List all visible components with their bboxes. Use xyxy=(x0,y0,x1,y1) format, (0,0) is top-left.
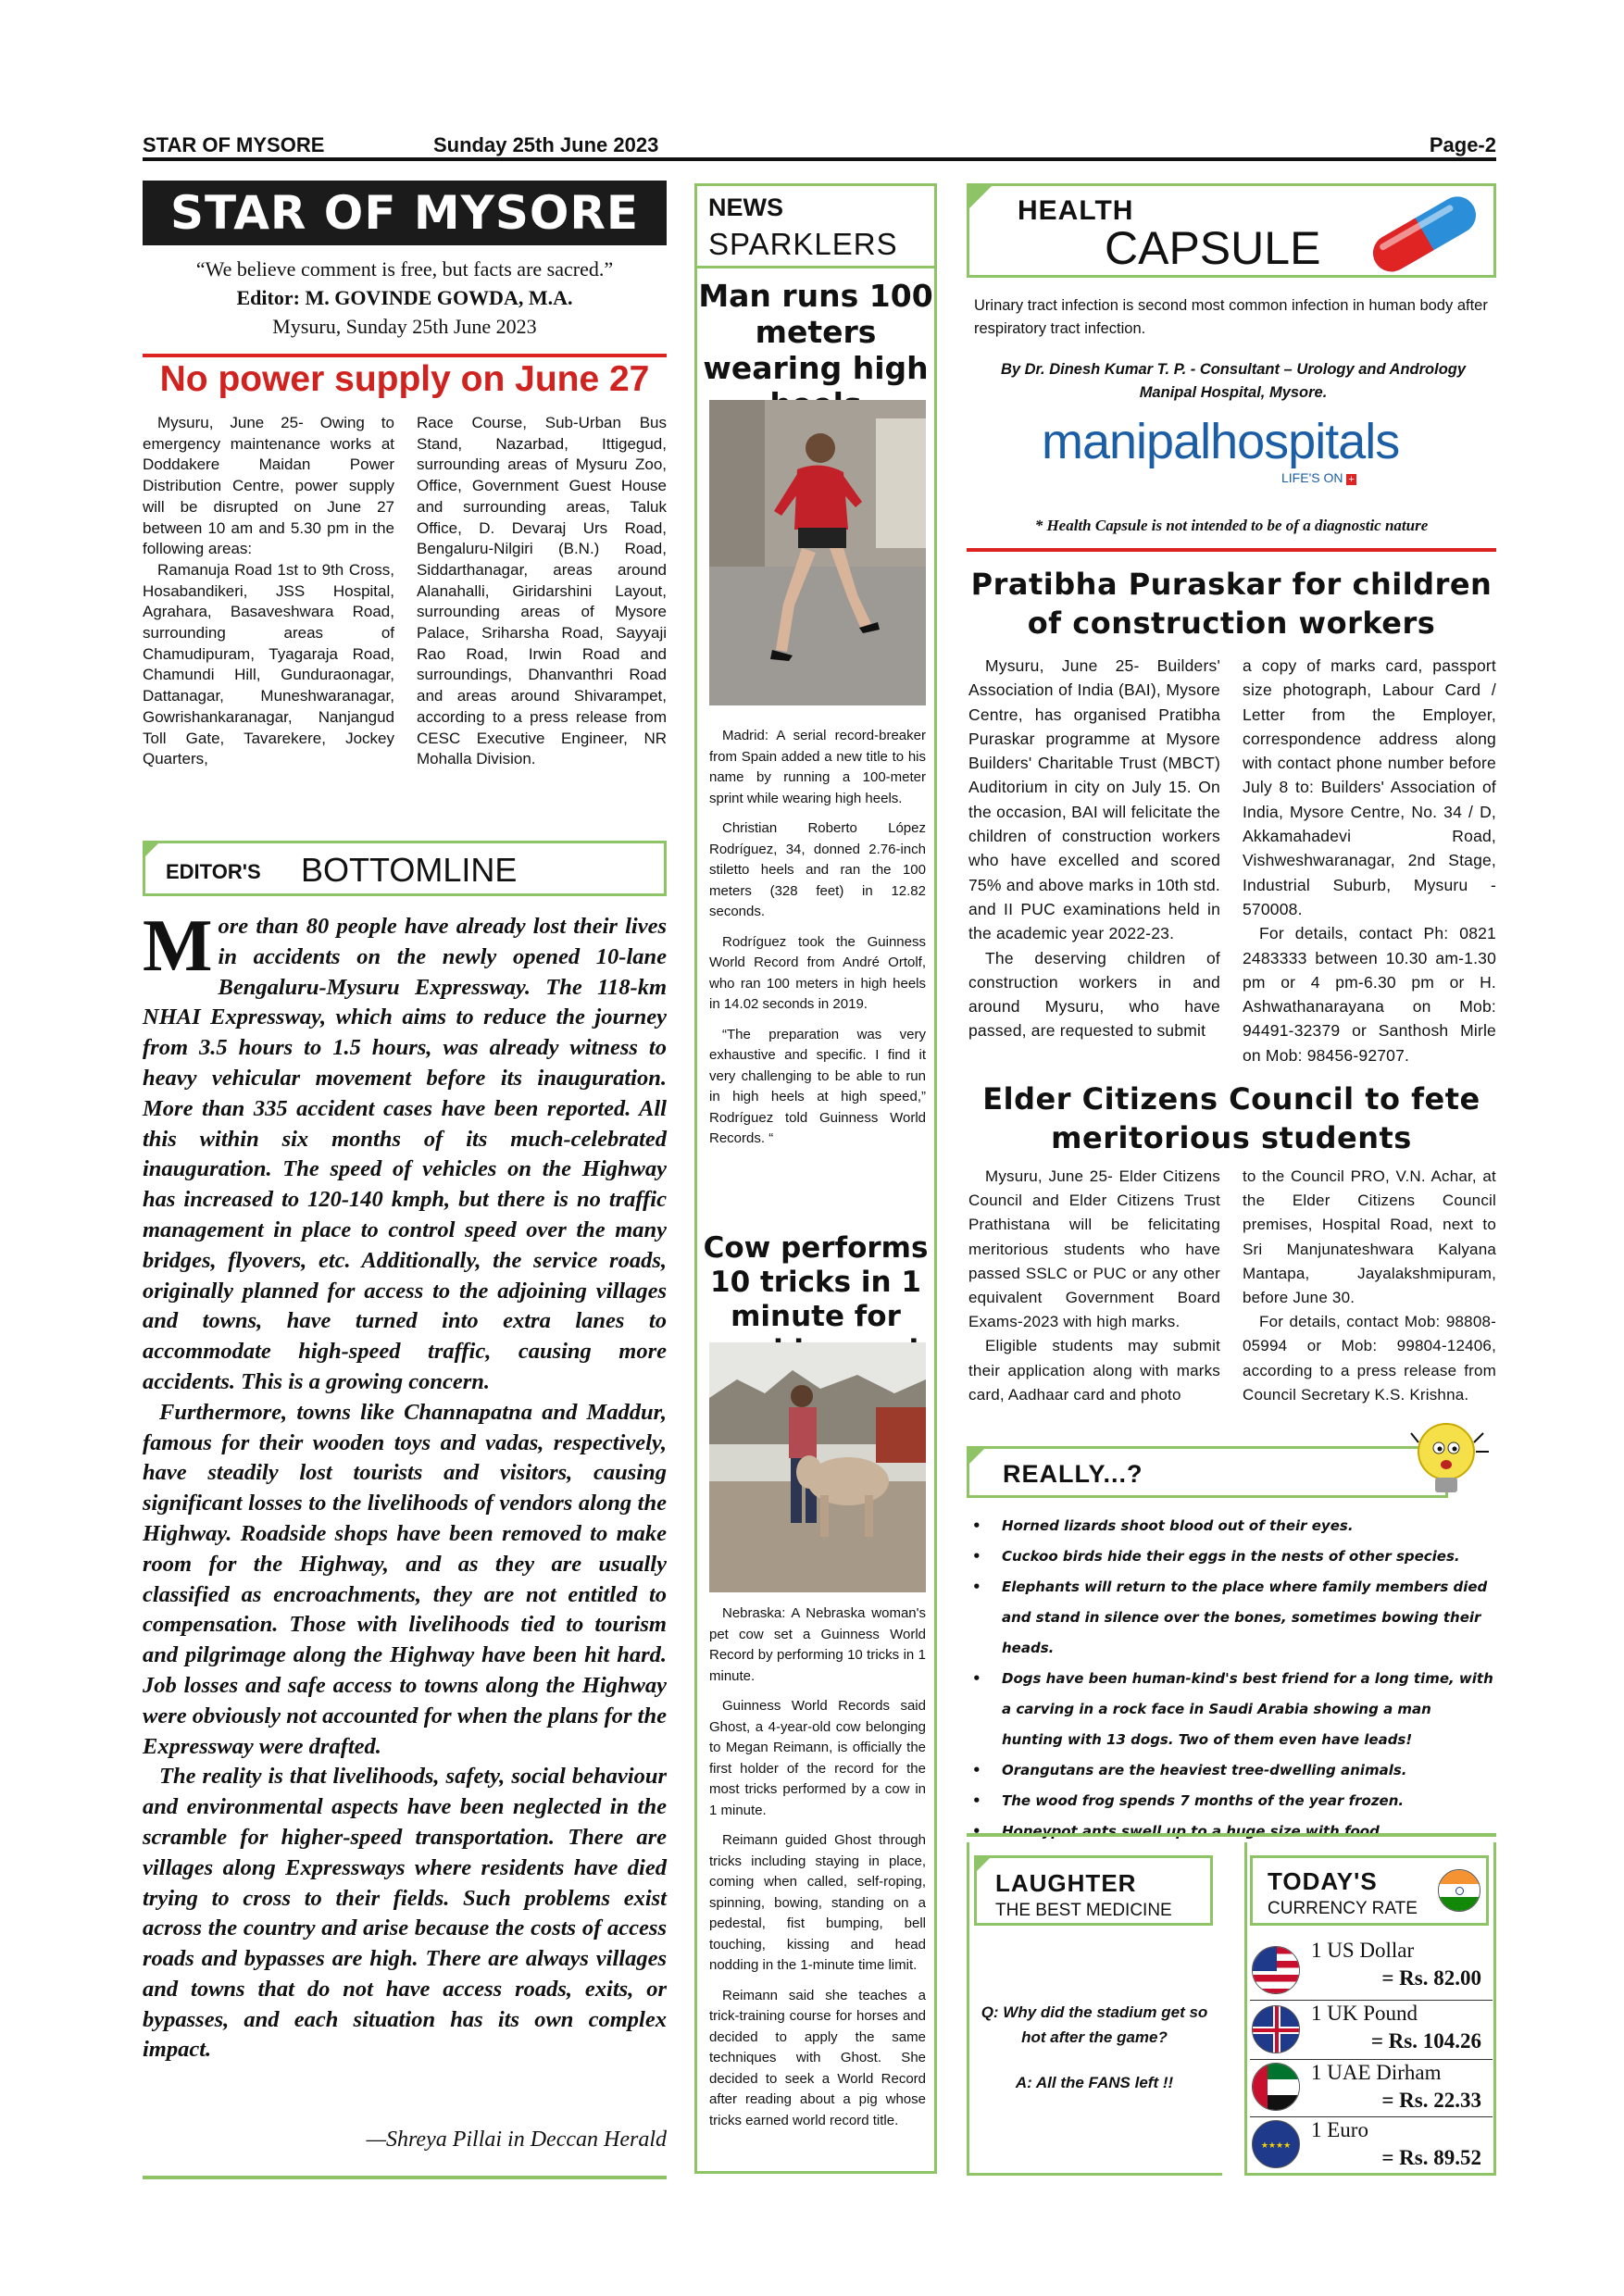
sparklers-tag-bold: NEWS xyxy=(708,193,783,221)
power-col2: Race Course, Sub-Urban Bus Stand, Nazarbad, Ittigegud, surrounding areas of Mysuru Zoo, Office, Government Guest House and surrounding areas, Taluk Office, D. Devaraj Urs Road, Bengaluru-Nilgiri (B.N.) Road, Siddarthanagar, areas around Alanahalli, Giridarshini Layout, surrounding areas of Mysore Palace, Sriharsha Road, Sayyaji Rao Road, Irwin Road and surroundings, Dhanvanthri Road and areas around Shivarampet, according to a press release from CESC Executive Engineer, NR Mohalla Division. xyxy=(417,414,667,768)
manipal-logo-text: manipalhospitals xyxy=(1042,414,1400,469)
story1-p3: Rodríguez took the Guinness World Record from André Ortolf, who ran 100 meters in high heels in 14.02 seconds in 2019. xyxy=(709,933,926,1012)
pratibha-p4: For details, contact Ph: 0821 2483333 between 10.30 am-1.30 pm or 4 pm-6.30 pm or H. Ashwathanarayana on Mob: 94491-32379 or Santhosh Mirle on Mob: 98456-92707. xyxy=(1243,924,1496,1065)
story2-body xyxy=(709,1603,926,2140)
uk-flag-icon xyxy=(1252,2005,1300,2053)
editorial-p1: ore than 80 people have already lost their lives in accidents on the newly opened 10-lane Bengaluru-Mysuru Expressway. The 118-km NHAI Expressway, which aims to reduce the journey from 3.5 hours to 1.5 hours, was already witness to heavy vehicular movement before its inauguration. More than 335 accident cases have been reported. All this within six months of its much-celebrated inauguration. The speed of vehicles on the Highway has increased to 120-140 kmph, but there is no traffic management in place to control speed over the many bridges, flyovers, etc. Additionally, the service roads, originally planned for access to the adjoining villages and towns, have turned into extra lanes to accommodate high-speed traffic, causing more accidents. This is a growing concern. xyxy=(143,914,667,1394)
elder-p1: Mysuru, June 25- Elder Citizens Council and Elder Citizens Trust Prathistana will be felicitating meritorious students who have passed SSLC or PUC or any other equivalent Government Board Exams-2023 with high marks. xyxy=(968,1167,1220,1331)
divider xyxy=(1250,2059,1493,2060)
health-text: Urinary tract infection is second most common infection in human body after respiratory tract infection. xyxy=(974,297,1488,337)
header-date: Sunday 25th June 2023 xyxy=(433,133,659,156)
currency-tag-box xyxy=(1250,1855,1489,1926)
sparklers-tag: SPARKLERS xyxy=(708,227,898,261)
rate-row-aed xyxy=(1250,2061,1493,2122)
pratibha-col2 xyxy=(1243,654,1496,1067)
currency-rates xyxy=(1250,1939,1493,2179)
pratibha-p2: The deserving children of construction workers in and around Mysuru, who have passed, are requested to submit xyxy=(968,948,1220,1041)
joke-answer: A: All the FANS left !! xyxy=(1015,2074,1174,2091)
masthead-info xyxy=(143,255,667,341)
rate-value: = Rs. 104.26 xyxy=(1370,2029,1481,2053)
power-p2: Ramanuja Road 1st to 9th Cross, Hosabandikeri, JSS Hospital, Agrahara, Basaveshwara Road, surrounding areas of Chamudipuram, Tyagaraja Road, Chamundi Hill, Gunduraonagar, Dattanagar, Muneshwaranagar, Gowrishankaranagar, Nanjangud Toll Gate, Tavarekere, Jockey Quarters, xyxy=(143,560,394,768)
runner-photo xyxy=(709,400,926,705)
plus-icon: + xyxy=(1348,474,1355,485)
story1-headline: Man runs 100 meters wearing high xyxy=(698,278,933,386)
elder-col2 xyxy=(1243,1165,1496,1407)
divider xyxy=(967,548,1496,552)
editorial-p3: The reality is that livelihoods, safety, social behaviour and environmental aspects have been neglected in the scramble for higher-speed transportation. There are villages along Expressways where residents have died trying to cross to their fields. Such problems exist across the country and arise because the costs of access roads and bypasses are high. There are always villages and towns that do not have access roads, exits, or bypasses, and each situation has its own complex impact. xyxy=(143,1764,667,2063)
story1-p2: Christian Roberto López Rodríguez, 34, donned 2.76-inch stiletto heels and ran the 100 meters (328 feet) in 12.82 seconds. xyxy=(709,820,926,919)
rate-name: 1 US Dollar xyxy=(1311,1939,1415,1962)
laughter-sub: THE BEST MEDICINE xyxy=(995,1901,1172,1920)
elder-col1 xyxy=(968,1165,1220,1407)
list-item: • Honeypot ants swell up to a huge size with food. xyxy=(967,1816,1496,1847)
elder-headline: Elder Citizens Council to fete meritorious students xyxy=(982,1081,1480,1155)
editorial-body xyxy=(143,905,667,2065)
story1-p1: Madrid: A serial record-breaker from Spain added a new title to his name by running a 100-meter sprint while wearing high heels. xyxy=(709,728,926,806)
story2-p4: Reimann said she teaches a trick-training course for horses and decided to apply the same techniques with Ghost. She decided to seek a World Record after reading about a pig whose tricks earned world record title. xyxy=(709,1987,926,2128)
rate-row-eur xyxy=(1250,2118,1493,2179)
header-paper-name: STAR OF MYSORE xyxy=(143,133,325,156)
health-tag-bold: HEALTH xyxy=(1018,195,1134,226)
power-p1: Mysuru, June 25- Owing to emergency maintenance works at Doddakere Maidan Power Distribution Centre, power supply will be disrupted on June 27 between 10 am and 5.30 pm in the following areas: xyxy=(143,414,394,558)
masthead-editor: Editor: M. GOVINDE GOWDA, M.A. xyxy=(236,286,573,309)
editorial-signature: —Shreya Pillai in Deccan Herald xyxy=(366,2128,667,2152)
masthead-quote: “We believe comment is free, but facts are sacred.” xyxy=(195,257,614,281)
capsule-icon xyxy=(1356,192,1492,275)
corner-decoration xyxy=(967,1446,987,1466)
divider xyxy=(143,354,667,357)
bottomline-tag: BOTTOMLINE xyxy=(301,851,518,889)
rate-value: = Rs. 22.33 xyxy=(1381,2089,1481,2112)
rate-name: 1 UK Pound xyxy=(1311,2002,1418,2025)
health-tag-box xyxy=(967,183,1496,278)
india-flag-icon xyxy=(1438,1869,1480,1912)
health-tag: CAPSULE xyxy=(1105,222,1321,274)
rate-name: 1 UAE Dirham xyxy=(1311,2061,1442,2084)
manipal-logo xyxy=(1042,413,1412,470)
us-flag-icon xyxy=(1252,1946,1300,1994)
rate-row-gbp xyxy=(1250,2002,1493,2063)
divider xyxy=(1250,2000,1493,2001)
currency-sub: CURRENCY RATE xyxy=(1268,1899,1418,1918)
really-tag-box xyxy=(967,1446,1448,1498)
manipal-logo-tag xyxy=(1281,470,1356,485)
bottomline-tag-bold: EDITOR'S xyxy=(166,860,261,883)
header-page-number: Page-2 xyxy=(1429,133,1496,156)
list-item: • Elephants will return to the place where family members died and stand in silence over the bones, sometimes bowing their heads. xyxy=(967,1572,1496,1664)
rate-value: = Rs. 82.00 xyxy=(1381,1966,1481,1990)
list-item: • The wood frog spends 7 months of the year frozen. xyxy=(967,1786,1496,1816)
editorial-p2: Furthermore, towns like Channapatna and Maddur, famous for their wooden toys and vadas, respectively, have steadily lost tourists and visitors, causing significant losses to the livelihoods of vendors along the Highway. Roadside shops have been removed to make room for the Highway, and as they are usually classified as encroachments, they are not entitled to compensation. Those with livelihoods tied to tourism and pilgrimage along the Highway have been hit hard. Job losses and safe access to towns along the Highway were obviously not accounted for when the plans for the Expressway were drafted. xyxy=(143,1399,667,1759)
list-item: • Cuckoo birds hide their eggs in the nests of other species. xyxy=(967,1541,1496,1572)
corner-decoration xyxy=(143,841,161,859)
divider xyxy=(967,1833,1496,1837)
power-headline: No power supply on June 27 xyxy=(159,359,650,399)
rate-name: 1 Euro xyxy=(1311,2118,1368,2141)
eu-flag-icon: ★★★★ xyxy=(1252,2120,1300,2168)
manipal-logo-tag-text: LIFE'S ON xyxy=(1281,470,1343,485)
uae-flag-icon xyxy=(1252,2063,1300,2111)
story1-body xyxy=(709,726,926,1159)
masthead-place-date: Mysuru, Sunday 25th June 2023 xyxy=(272,315,537,338)
story2-p1: Nebraska: A Nebraska woman's pet cow set a Guinness World Record by performing 10 tricks in 1 minute. xyxy=(709,1605,926,1684)
page-header xyxy=(143,130,1496,161)
bottomline-tag-box xyxy=(143,841,667,896)
story2-p3: Reimann guided Ghost through tricks including staying in place, coming when called, self-roping, spinning, bowing, standing on a pedestal, fist bumping, bell touching, kissing and head nodding in the 1-minute time limit. xyxy=(709,1832,926,1973)
laughter-tag: LAUGHTER xyxy=(995,1869,1137,1897)
list-item: • Horned lizards shoot blood out of their eyes. xyxy=(967,1511,1496,1541)
pratibha-headline: Pratibha Puraskar for children of construction workers xyxy=(970,567,1493,641)
power-col1 xyxy=(143,413,394,770)
list-item: • Dogs have been human-kind's best friend for a long time, with a carving in a rock face in Saudi Arabia showing a man hunting with 13 dogs. Two of them even have leads! xyxy=(967,1664,1496,1755)
elder-p2: Eligible students may submit their application along with marks card, Aadhaar card and photo xyxy=(968,1337,1220,1404)
cow-photo xyxy=(709,1342,926,1592)
joke-question: Q: Why did the stadium get so hot after the game? xyxy=(981,2003,1208,2046)
rate-value: = Rs. 89.52 xyxy=(1381,2146,1481,2169)
pratibha-p3: a copy of marks card, passport size photograph, Labour Card / Letter from the Employer, correspondence address along with contact phone number before July 8 to: Builders' Association of India, Mysore Centre, No. 34 / D, Akkamahadevi Road, Vishweshwaranagar, 2nd Stage, Industrial Suburb, Mysuru - 570008. xyxy=(1243,656,1496,918)
drop-cap: M xyxy=(143,905,213,987)
health-note: * Health Capsule is not intended to be of a diagnostic nature xyxy=(1034,517,1429,534)
rate-row-usd xyxy=(1250,1939,1493,2000)
elder-p3: to the Council PRO, V.N. Achar, at the Elder Citizens Council premises, Hospital Road, next to Sri Manjunateshwara Kalyana Mantapa, Jayalakshmipuram, before June 30. xyxy=(1243,1167,1496,1307)
health-byline: By Dr. Dinesh Kumar T. P. - Consultant – Urology and Andrology Manipal Hospital, Mysore. xyxy=(1000,361,1467,401)
sparklers-tag-box xyxy=(694,183,937,268)
divider xyxy=(143,2176,667,2179)
divider xyxy=(1250,2116,1493,2117)
corner-decoration xyxy=(974,1855,993,1874)
facts-list xyxy=(967,1511,1496,1847)
really-tag: REALLY...? xyxy=(1003,1460,1143,1488)
corner-decoration xyxy=(967,183,994,211)
list-item: • Orangutans are the heaviest tree-dwelling animals. xyxy=(967,1755,1496,1786)
laughter-tag-box xyxy=(974,1855,1213,1926)
story1-p4: “The preparation was very exhaustive and specific. I find it very challenging to be able to run in high heels at high speed,” Rodríguez told Guinness World Records. “ xyxy=(709,1026,926,1146)
pratibha-col1 xyxy=(968,654,1220,1043)
story2-headline: Cow performs 10 tricks in 1 minute for xyxy=(703,1231,929,1333)
elder-p4: For details, contact Mob: 98808-05994 or Mob: 99804-12406, according to a press release from Council Secretary K.S. Krishna. xyxy=(1243,1313,1496,1404)
story2-p2: Guinness World Records said Ghost, a 4-year-old cow belonging to Megan Reimann, is officially the first holder of the record for the most tricks performed by a cow in 1 minute. xyxy=(709,1698,926,1818)
currency-tag: TODAY'S xyxy=(1268,1867,1378,1895)
masthead-title: STAR OF MYSORE xyxy=(143,181,667,245)
lightbulb-icon xyxy=(1407,1415,1491,1504)
pratibha-p1: Mysuru, June 25- Builders' Association of India (BAI), Mysore Centre, has organised Pratibha Puraskar programme at Mysore Builders' Charitable Trust (MBCT) Auditorium in city on July 15. On the occasion, BAI will felicitate the children of construction workers who have excelled and scored 75% and above marks in 10th std. and II PUC examinations held in the academic year 2022-23. xyxy=(968,656,1220,943)
